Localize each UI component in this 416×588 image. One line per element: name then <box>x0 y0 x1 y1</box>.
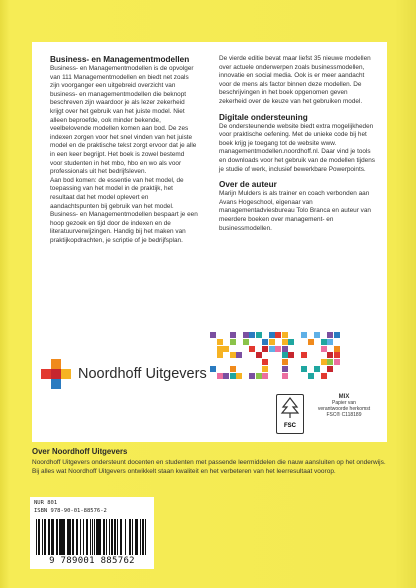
barcode-bar <box>51 519 53 555</box>
mosaic-tile <box>327 332 333 338</box>
barcode-bar <box>59 519 61 555</box>
nur-code: NUR 801 <box>34 500 58 506</box>
barcode-bar <box>120 519 122 555</box>
barcode-bars <box>36 519 148 555</box>
mosaic-tile <box>217 352 223 358</box>
mosaic-tile <box>308 339 314 345</box>
mosaic-tile <box>321 359 327 365</box>
barcode-bar <box>132 519 133 555</box>
barcode-bar <box>42 519 44 555</box>
barcode-bar <box>103 519 105 555</box>
mosaic-tile <box>230 352 236 358</box>
color-mosaic <box>210 332 340 380</box>
mosaic-tile <box>334 359 340 365</box>
mosaic-tile <box>262 366 268 372</box>
left-column <box>50 55 198 245</box>
mosaic-tile <box>262 339 268 345</box>
mosaic-tile <box>314 366 320 372</box>
fsc-line1: Papier van <box>332 400 356 406</box>
mosaic-tile <box>334 352 340 358</box>
text-panel <box>32 42 387 442</box>
barcode-bar <box>67 519 69 555</box>
mosaic-tile <box>327 352 333 358</box>
barcode-bar <box>98 519 100 555</box>
isbn-code: ISBN 978-90-01-88576-2 <box>34 508 107 514</box>
about-body: Noordhoff Uitgevers ondersteunt docenten en studenten met passende leermiddelen die nauw aansluiten op het onderwijs. Bij alles wat Noordhoff Uitgevers ontwikkelt staan kwaliteit en het verbeteren van het leerresultaat voorop. <box>32 459 386 475</box>
mosaic-tile <box>217 346 223 352</box>
mosaic-tile <box>230 332 236 338</box>
mosaic-tile <box>223 346 229 352</box>
fsc-logo-label: FSC <box>284 423 296 429</box>
barcode-bar <box>90 519 91 555</box>
barcode-bar <box>72 519 74 555</box>
barcode-bar <box>114 519 116 555</box>
barcode-bar <box>111 519 113 555</box>
mosaic-tile <box>243 332 249 338</box>
about-heading: Over Noordhoff Uitgevers <box>32 447 128 456</box>
barcode-bar <box>140 519 141 555</box>
mosaic-tile <box>301 366 307 372</box>
mosaic-tile <box>334 346 340 352</box>
barcode-bar <box>56 519 58 555</box>
mosaic-tile <box>282 352 288 358</box>
digital-heading: Digitale ondersteuning <box>219 112 308 122</box>
barcode-label <box>30 497 154 569</box>
barcode-bar <box>44 519 46 555</box>
mosaic-tile <box>243 339 249 345</box>
mosaic-tile <box>217 339 223 345</box>
mosaic-tile <box>256 352 262 358</box>
barcode-bar <box>96 519 98 555</box>
right-column <box>219 55 377 233</box>
barcode-bar <box>62 519 64 555</box>
mosaic-tile <box>269 346 275 352</box>
barcode-bar <box>38 519 40 555</box>
fsc-label <box>272 394 382 434</box>
barcode-bar <box>92 519 93 555</box>
mosaic-tile <box>282 346 288 352</box>
mosaic-tile <box>210 366 216 372</box>
mosaic-tile <box>230 373 236 379</box>
mosaic-tile <box>256 332 262 338</box>
barcode-bar <box>117 519 118 555</box>
mosaic-tile <box>275 332 281 338</box>
barcode-bar <box>83 519 84 555</box>
mosaic-tile <box>301 332 307 338</box>
publisher-logo <box>40 358 207 390</box>
mosaic-tile <box>236 373 242 379</box>
fsc-text <box>308 394 380 418</box>
mosaic-tile <box>334 332 340 338</box>
mosaic-tile <box>288 339 294 345</box>
mosaic-tile <box>262 346 268 352</box>
mosaic-tile <box>282 366 288 372</box>
mosaic-tile <box>269 332 275 338</box>
mosaic-tile <box>210 332 216 338</box>
mosaic-tile <box>275 346 281 352</box>
right-intro: De vierde editie bevat maar liefst 35 nieuwe modellen over actuele onderwerpen zoals businessmodellen, innovatie en social media. Ook is er meer aandacht voor de mens als factor binnen deze modellen. De beschrijvingen in het boek opgenomen geven zekerheid over de keuze van het gebruiken model. <box>219 55 371 105</box>
barcode-bar <box>106 519 107 555</box>
mosaic-tile <box>282 339 288 345</box>
mosaic-tile <box>256 373 262 379</box>
mosaic-tile <box>308 373 314 379</box>
barcode-bar <box>125 519 127 555</box>
barcode-digits: 9 789001 885762 <box>49 556 135 566</box>
left-body: Business- en Managementmodellen is de opvolger van 111 Managementmodellen en biedt net zoals zijn voorganger een uitgebreid overzicht van business- en managementmodellen die beknopt beschreven zijn waardoor je als lezer zekerheid krijgt over het gebruik van het juiste model. Niet alleen beproefde, ook minder bekende, veelbelovende modellen komen aan bod. De zes indexen zorgen voor het snel vinden van het juiste model en de praktische tekst zorgt ervoor dat je alle in een keer begrijpt. Het boek is zowel bestemd voor studenten in het mbo, hbo en wo als voor professionals uit het bedrijfsleven. Aan bod komen: de essentie van het model, de toepassing van het model in de praktijk, het resultaat dat het model oplevert en aandachtspunten bij gebruik van het model. Business- en Managementmodellen bespaart je een hoop gezoek en tijd door de indexen en de literatuurverwijzingen. Handig bij het maken van praktijkopdrachten, je scriptie of je bedrijfsplan. <box>50 65 198 244</box>
barcode-bar <box>145 519 146 555</box>
mosaic-tile <box>236 352 242 358</box>
mosaic-tile <box>249 332 255 338</box>
author-body: Marijn Mulders is als trainer en coach verbonden aan Avans Hogeschool, eigenaar van managementadviesbureau Tolo Branca en auteur van meerdere boeken over management- en businessmodellen. <box>219 190 371 232</box>
mosaic-tile <box>327 339 333 345</box>
mosaic-tile <box>282 359 288 365</box>
barcode-bar <box>135 519 137 555</box>
mosaic-tile <box>262 373 268 379</box>
mosaic-tile <box>230 339 236 345</box>
mosaic-tile <box>269 339 275 345</box>
digital-body: De ondersteunende website biedt extra mogelijkheden voor praktische oefening. Met de unieke code bij het boek krijg je toegang tot de website www. managementmodellen.noordhoff.nl. Daar vind je tools en downloads voor het gebruik van de modellen tijdens je studie of werk, inclusief bewerkbare Powerpoints. <box>219 122 375 173</box>
mosaic-tile <box>327 366 333 372</box>
publisher-name: Noordhoff Uitgevers <box>78 366 207 382</box>
fsc-tree-icon <box>276 394 304 434</box>
fsc-line2: verantwoorde herkomst <box>317 406 371 412</box>
mosaic-tile <box>327 359 333 365</box>
mosaic-tile <box>282 373 288 379</box>
mosaic-tile <box>223 373 229 379</box>
barcode-bar <box>142 519 144 555</box>
barcode-bar <box>48 519 50 555</box>
barcode-bar <box>76 519 78 555</box>
barcode-bar <box>129 519 131 555</box>
mosaic-tile <box>288 352 294 358</box>
barcode-bar <box>86 519 88 555</box>
mosaic-tile <box>321 346 327 352</box>
mosaic-tile <box>217 373 223 379</box>
mosaic-tile <box>249 346 255 352</box>
mosaic-tile <box>249 373 255 379</box>
fsc-code: FSC® C118189 <box>326 412 362 418</box>
mosaic-tile <box>321 373 327 379</box>
mosaic-tile <box>321 339 327 345</box>
noordhoff-logo-icon <box>40 358 72 390</box>
mosaic-tile <box>301 352 307 358</box>
barcode-bar <box>80 519 81 555</box>
barcode-bar <box>109 519 110 555</box>
left-heading: Business- en Managementmodellen <box>50 55 190 64</box>
mosaic-tile <box>314 332 320 338</box>
mosaic-tile <box>262 359 268 365</box>
fsc-mix: MIX <box>338 394 350 400</box>
mosaic-tile <box>230 366 236 372</box>
mosaic-tile <box>282 332 288 338</box>
about-publisher <box>32 447 392 476</box>
author-heading: Over de auteur <box>219 180 277 190</box>
